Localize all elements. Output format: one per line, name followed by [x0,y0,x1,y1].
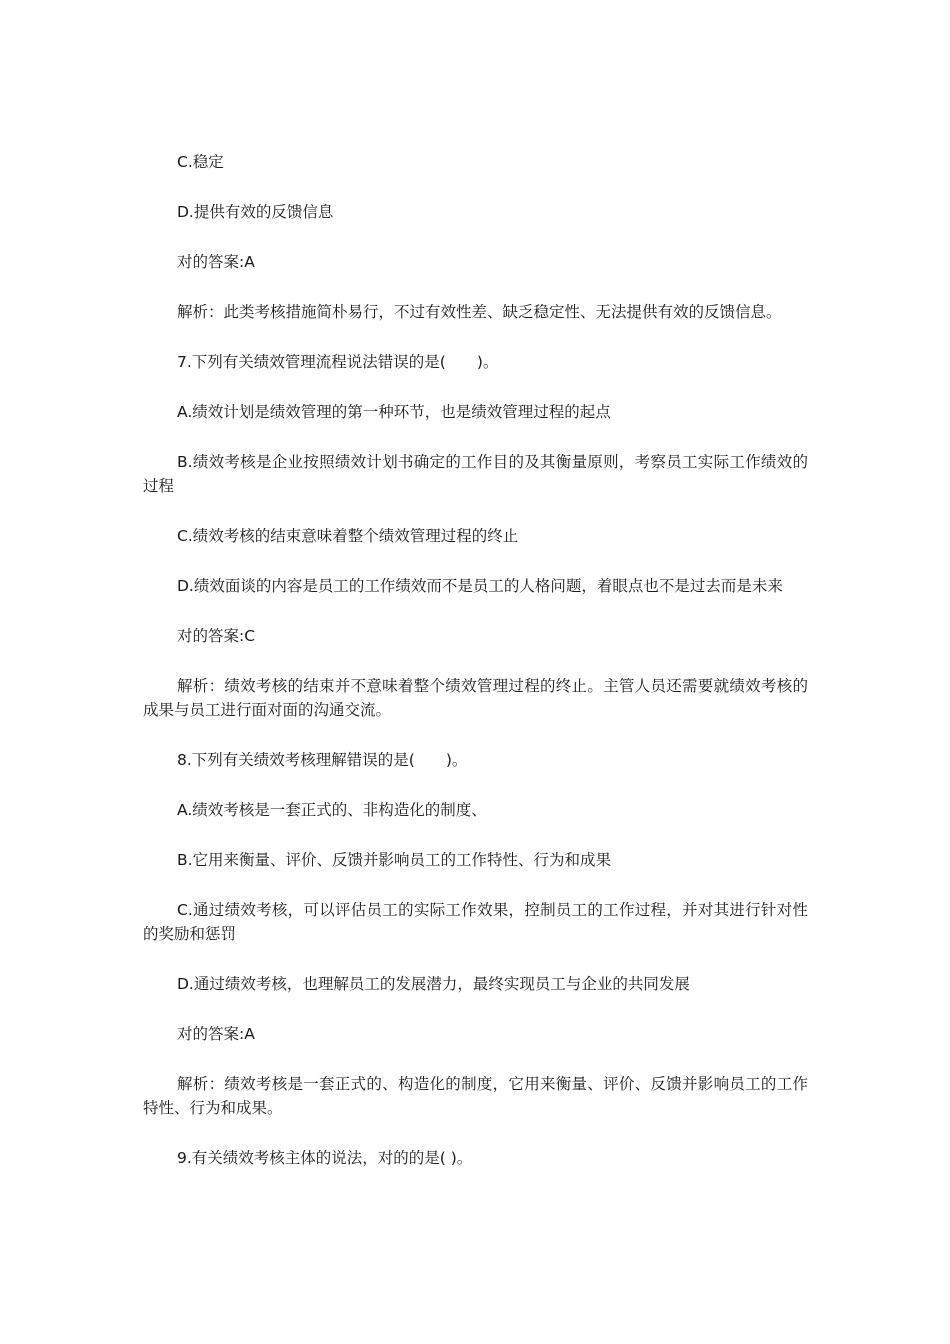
q8-option-b: B.它用来衡量、评价、反馈并影响员工的工作特性、行为和成果 [177,851,612,869]
q7-option-c: C.绩效考核的结束意味着整个绩效管理过程的终止 [177,527,519,545]
option-c-stable: C.稳定 [177,153,224,171]
q8-option-c: C.通过绩效考核，可以评估员工的实际工作效果，控制员工的工作过程，并对其进行针对性的奖励和惩罚 [143,901,808,943]
answer-q7: 对的答案:C [177,627,256,645]
answer-q8: 对的答案:A [177,1025,255,1043]
question-9: 9.有关绩效考核主体的说法，对的的是( )。 [177,1149,473,1167]
explanation-q6: 解析：此类考核措施简朴易行，不过有效性差、缺乏稳定性、无法提供有效的反馈信息。 [177,303,782,321]
option-d-feedback: D.提供有效的反馈信息 [177,203,334,221]
q8-option-d: D.通过绩效考核，也理解员工的发展潜力，最终实现员工与企业的共同发展 [177,975,690,993]
q7-option-b: B.绩效考核是企业按照绩效计划书确定的工作目的及其衡量原则，考察员工实际工作绩效的过程 [143,453,808,495]
q7-option-d: D.绩效面谈的内容是员工的工作绩效而不是员工的人格问题，着眼点也不是过去而是未来 [177,577,783,595]
explanation-q8: 解析：绩效考核是一套正式的、构造化的制度，它用来衡量、评价、反馈并影响员工的工作特性、行为和成果。 [143,1075,808,1117]
answer-q6: 对的答案:A [177,253,255,271]
document-body [143,150,808,1196]
question-8: 8.下列有关绩效考核理解错误的是( )。 [177,751,468,769]
q8-option-a: A.绩效考核是一套正式的、非构造化的制度、 [177,801,487,819]
question-7: 7.下列有关绩效管理流程说法错误的是( )。 [177,353,499,371]
explanation-q7: 解析：绩效考核的结束并不意味着整个绩效管理过程的终止。主管人员还需要就绩效考核的成果与员工进行面对面的沟通交流。 [143,677,808,719]
q7-option-a: A.绩效计划是绩效管理的第一种环节，也是绩效管理过程的起点 [177,403,611,421]
